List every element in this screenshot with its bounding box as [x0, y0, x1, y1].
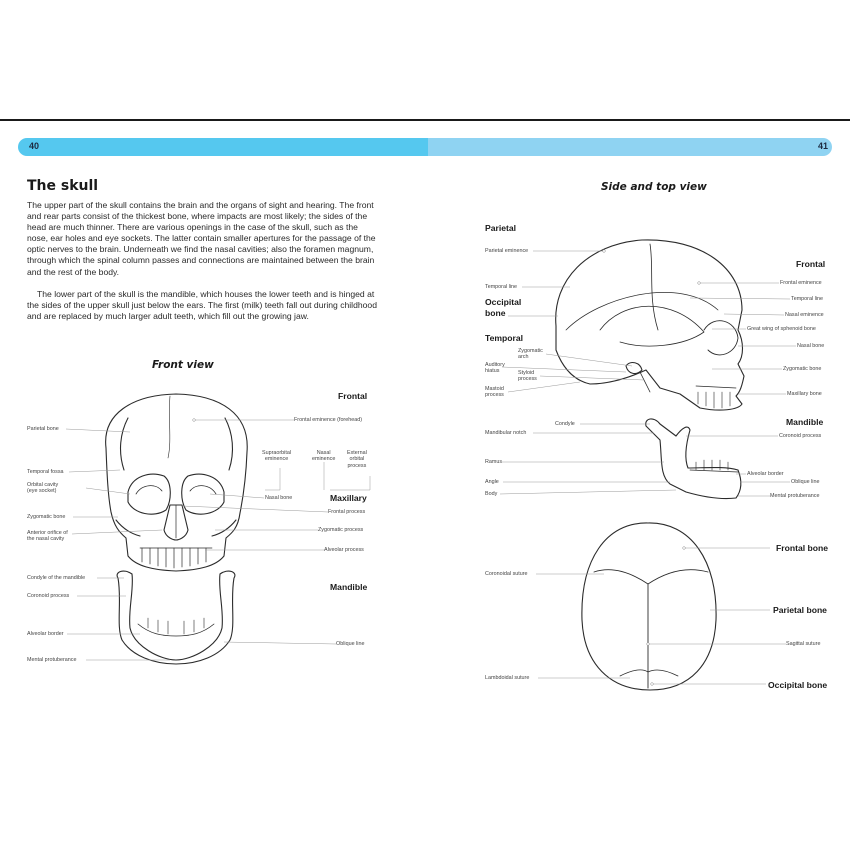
label-angle: Angle [485, 479, 499, 485]
front-heading-maxillary: Maxillary [330, 493, 367, 503]
label-external-orbital-process: External orbital process [347, 450, 367, 469]
label-nasal-eminence-side: Nasal eminence [785, 312, 824, 318]
top-heading-occipital-bone: Occipital bone [768, 680, 828, 690]
label-frontal-eminence: Frontal eminence (forehead) [294, 417, 363, 423]
label-body: Body [485, 491, 498, 497]
label-alveolar-border: Alveolar border [27, 631, 64, 637]
top-heading-parietal-bone: Parietal bone [773, 605, 827, 615]
front-heading-mandible: Mandible [330, 582, 368, 592]
label-coronoid-process: Coronoid process [27, 593, 70, 599]
label-zygomatic-bone: Zygomatic bone [27, 514, 66, 520]
side-heading-temporal: Temporal [485, 333, 524, 343]
label-frontal-eminence-side: Frontal eminence [780, 280, 822, 286]
label-alveolar-process: Alveolar process [324, 547, 364, 553]
side-heading-mandible: Mandible [786, 417, 824, 427]
label-supraorbital-eminence: Supraorbital eminence [262, 450, 292, 463]
side-heading-occipital: Occipital bone [485, 297, 522, 318]
front-heading-frontal: Frontal [338, 391, 368, 401]
label-frontal-process: Frontal process [328, 509, 366, 515]
label-great-wing-sphenoid: Great wing of sphenoid bone [747, 326, 816, 332]
label-auditory-hiatus: Auditory hiatus [485, 362, 505, 375]
label-temporal-fossa: Temporal fossa [27, 469, 64, 475]
label-oblique-line: Oblique line [336, 641, 365, 647]
label-zygomatic-bone-side: Zygomatic bone [783, 366, 822, 372]
label-temporal-line-right: Temporal line [791, 296, 824, 302]
label-condyle-of-mandible: Condyle of the mandible [27, 575, 86, 581]
label-alveolar-border-side: Alveolar border [747, 471, 784, 477]
page-number-right: 41 [818, 141, 829, 151]
front-skull-drawing [106, 394, 248, 664]
intro-paragraph-2: The lower part of the skull is the mandible, which houses the lower teeth and is hinged at the sides of the upper skull just below the ears. The first (milk) teeth fall out during childhood and are replaced by much larger adult teeth, which fill out the growing jaw. [27, 289, 377, 322]
label-mandibular-notch: Mandibular notch [485, 430, 527, 436]
label-temporal-line-left: Temporal line [485, 284, 518, 290]
label-sagittal-suture: Sagittal suture [786, 641, 821, 647]
label-maxillary-bone: Maxillary bone [787, 391, 822, 397]
label-coronoid-process-side: Coronoid process [779, 433, 822, 439]
label-nasal-eminence: Nasal eminence [312, 450, 336, 463]
label-mental-protuberance: Mental protuberance [27, 657, 77, 663]
label-oblique-line-side: Oblique line [791, 479, 820, 485]
top-heading-frontal-bone: Frontal bone [776, 543, 829, 553]
front-view-title: Front view [152, 359, 214, 371]
side-heading-frontal: Frontal [796, 259, 826, 269]
label-lambdoidal-suture: Lambdoidal suture [485, 675, 530, 681]
side-view-title: Side and top view [601, 181, 707, 193]
side-heading-parietal: Parietal [485, 223, 517, 233]
label-mastoid-process: Mastoid process [485, 386, 504, 399]
label-styloid-process: Styloid process [518, 370, 537, 383]
label-zygomatic-process: Zygomatic process [318, 527, 364, 533]
label-anterior-orifice: Anterior orifice of the nasal cavity [27, 530, 68, 543]
label-zygomatic-arch: Zygomatic arch [518, 348, 543, 361]
intro-paragraph-1: The upper part of the skull contains the brain and the organs of sight and hearing. The front and rear parts consist of the thickest bone, where impacts are most likely; the sides of the head are much thinner. There are various openings in the case of the skull, such as the nose, ear holes and eye sockets. The latter contain smaller apertures for the passage of the optic nerves to the brain. Underneath we find the nasal cavities; also the foramen magnum, through which the spinal column passes and connections are maintained between the brain and the rest of the body. [27, 200, 376, 277]
label-coronoidal-suture: Coronoidal suture [485, 571, 528, 577]
label-ramus: Ramus [485, 459, 503, 465]
page-number-left: 40 [29, 141, 40, 151]
label-condyle: Condyle [555, 421, 575, 427]
label-parietal-bone: Parietal bone [27, 426, 59, 432]
label-orbital-cavity: Orbital cavity (eye socket) [27, 482, 59, 495]
page-title: The skull [27, 178, 99, 194]
label-nasal-bone: Nasal bone [265, 495, 293, 501]
label-mental-protuberance-side: Mental protuberance [770, 493, 820, 499]
label-nasal-bone-side: Nasal bone [797, 343, 825, 349]
label-parietal-eminence: Parietal eminence [485, 248, 529, 254]
